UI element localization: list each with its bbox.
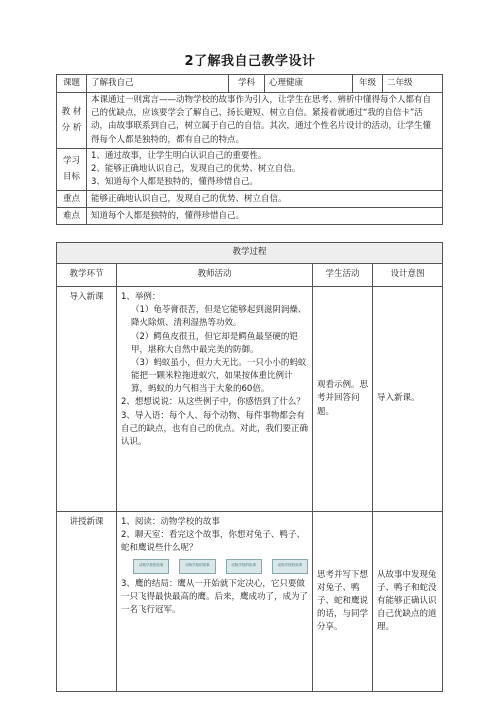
col-stage-header: 教学环节 <box>57 264 117 287</box>
intro-line: （1）龟苓膏很苦，但是它能够起到滋阴润燥、降火除烦、清利湿热等功效。 <box>131 305 307 329</box>
col-student-header: 学生活动 <box>313 264 373 287</box>
intro-teacher-activity <box>117 287 313 512</box>
intro-student-activity: 观看示例。思考并回答问题。 <box>313 287 373 512</box>
goals-label: 学习 目标 <box>57 148 87 191</box>
grade-label: 年级 <box>353 75 383 93</box>
lecture-line: 1、阅读：动物学校的故事 <box>121 517 220 527</box>
topic-value: 了解我自己 <box>87 75 229 93</box>
column-header-row <box>57 264 443 287</box>
story-card: 动物学校的故事 <box>133 559 169 574</box>
intro-line: 1、举例： <box>121 292 161 302</box>
teaching-process-table <box>56 242 443 692</box>
grade-value: 二年级 <box>383 75 443 93</box>
lecture-line: 2、聊天室：看完这个故事，你想对兔子、鸭子、蛇和鹰说些什么呢？ <box>121 530 305 554</box>
lecture-stage: 讲授新课 <box>57 512 117 692</box>
story-card: 动物学校的故事 <box>179 559 215 574</box>
process-header: 教学过程 <box>57 243 443 264</box>
process-header-row <box>57 243 443 264</box>
lesson-info-table <box>56 74 443 225</box>
intro-line: 2、想想说说：从这些例子中，你感悟到了什么？ <box>121 397 305 408</box>
lecture-line: 3、鹰的结局：鹰从一开始就下定决心，它只要做一只飞得最快最高的鹰。后来，鹰成功了，成为了一名飞行冠军。 <box>121 578 309 615</box>
lecture-teacher-activity <box>117 512 313 692</box>
difficulty-row <box>57 208 443 225</box>
col-intent-header: 设计意图 <box>373 264 443 287</box>
intro-line: （3）蚂蚁虽小，但力大无比。一只小小的蚂蚁能把一颗米粒拖进蚁穴，如果按体重比例计算，蚂蚁的力气相当于大象的60倍。 <box>131 357 307 395</box>
lecture-student-activity: 思考并写下想对兔子、鸭子、蛇和鹰说的话，与同学分享。 <box>313 512 373 692</box>
intro-row <box>57 287 443 512</box>
subject-label: 学科 <box>229 75 265 93</box>
topic-label: 课题 <box>57 75 87 93</box>
story-card: 动物学校的故事 <box>226 559 262 574</box>
intro-design-intent: 导入新课。 <box>373 287 443 512</box>
difficulty-text: 知道每个人都是独特的，懂得珍惜自己。 <box>87 208 443 225</box>
key-label: 重点 <box>57 191 87 208</box>
lecture-row <box>57 512 443 692</box>
goals-list <box>87 148 443 191</box>
intro-stage: 导入新课 <box>57 287 117 512</box>
goal-item: 1、通过故事，让学生明白认识自己的重要性。 <box>91 150 267 161</box>
goal-item: 2、能够正确地认识自己，发现自己的优势、树立自信。 <box>91 163 301 174</box>
col-teacher-header: 教师活动 <box>117 264 313 287</box>
analysis-label: 教 材 分 析 <box>57 93 87 149</box>
key-text: 能够正确地认识自己，发现自己的优势、树立自信。 <box>87 191 443 208</box>
lecture-design-intent: 从故事中发现兔子、鸭子和蛇没有能够正确认识自己优缺点的道理。 <box>373 512 443 692</box>
goal-item: 3、知道每个人都是独特的，懂得珍惜自己。 <box>91 177 258 188</box>
key-row <box>57 191 443 208</box>
intro-line: 3、导入语：每个人、每个动物、每件事物都会有自己的缺点，也有自己的优点。对此，我们要正确认识。 <box>121 410 309 447</box>
document-title: 2了解我自己教学设计 <box>184 54 316 69</box>
goals-row <box>57 148 443 191</box>
subject-value: 心理健康 <box>265 75 353 93</box>
story-card: 动物学校的故事 <box>272 559 308 574</box>
story-image-strip <box>133 559 308 574</box>
analysis-row <box>57 93 443 149</box>
difficulty-label: 难点 <box>57 208 87 225</box>
analysis-text: 本课通过一则寓言——动物学校的故事作为引入，让学生在思考、辨析中懂得每个人都有自己的优缺点，应该要学会了解自己、扬长避短、树立自信。紧接着就通过“我的自信卡”活动，由故事联系到自己，树立属于自己的自信。其次，通过个性名片设计的活动，让学生懂得每个人都是独特的，都有自己的特点。 <box>87 93 443 149</box>
intro-line: （2）鳄鱼皮很丑，但它却是鳄鱼最坚硬的铠甲，堪称大自然中最完美的防御。 <box>131 331 298 355</box>
topic-row <box>57 75 443 93</box>
